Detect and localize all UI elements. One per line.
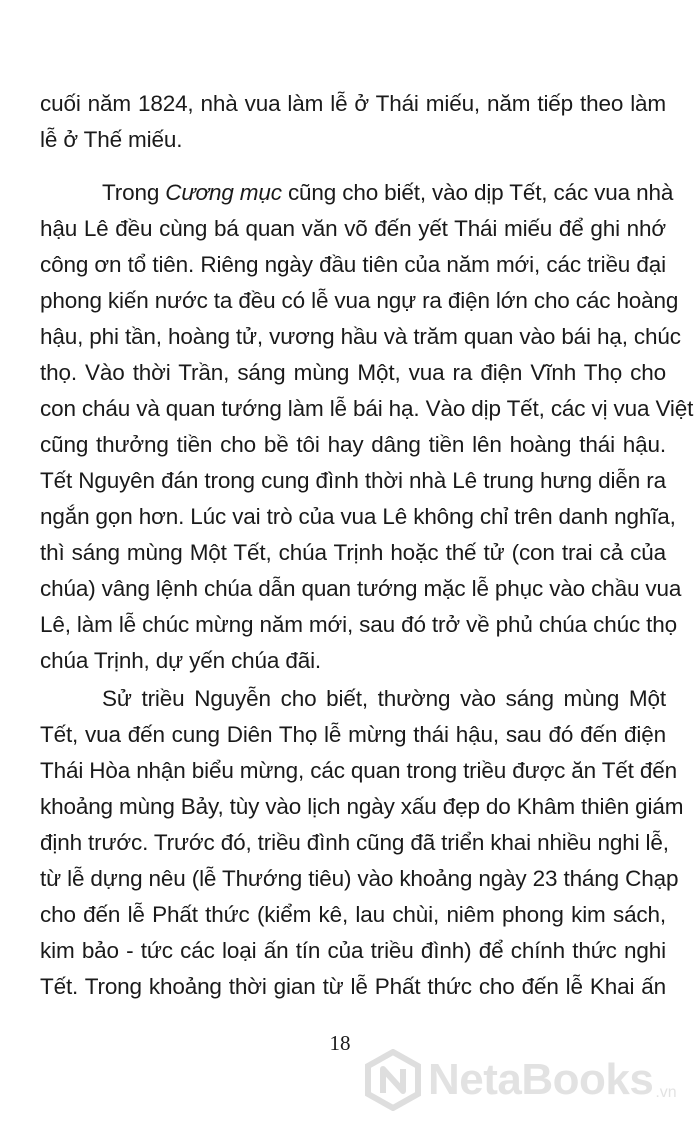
page-number: 18 <box>329 1031 351 1055</box>
book-title-cuong-muc: Cương mục <box>165 180 282 205</box>
text-line-16: chúa Trịnh, dự yến chúa đãi. <box>40 648 322 673</box>
para-lead-tail: cũng cho biết, vào dịp Tết, các vua nhà <box>281 180 674 205</box>
text-line-7: hậu, phi tần, hoàng tử, vương hầu và trăm quan vào bái hạ, chúc <box>40 324 681 349</box>
text-line-1: cuối năm 1824, nhà vua làm lễ ở Thái miếu, năm tiếp theo làm <box>40 91 666 116</box>
text-line-4: hậu Lê đều cùng bá quan văn võ đến yết Thái miếu để ghi nhớ <box>40 216 666 241</box>
text-line-8: thọ. Vào thời Trần, sáng mùng Một, vua ra điện Vĩnh Thọ cho <box>40 360 666 385</box>
text-line-17: Sử triều Nguyễn cho biết, thường vào sáng mùng Một <box>102 686 666 711</box>
watermark-tld: .vn <box>655 1084 677 1101</box>
text-line-5: công ơn tổ tiên. Riêng ngày đầu tiên của năm mới, các triều đại <box>40 252 666 277</box>
text-line-10: cũng thưởng tiền cho bề tôi hay dâng tiền lên hoàng thái hậu. <box>40 432 666 457</box>
text-line-13: thì sáng mùng Một Tết, chúa Trịnh hoặc thế tử (con trai cả của <box>40 540 666 565</box>
text-line-12: ngắn gọn hơn. Lúc vai trò của vua Lê không chỉ trên danh nghĩa, <box>40 504 676 529</box>
watermark-brand: NetaBooks <box>428 1055 654 1104</box>
text-line-15: Lê, làm lễ chúc mừng năm mới, sau đó trở về phủ chúa chúc thọ <box>40 612 677 637</box>
text-line-18: Tết, vua đến cung Diên Thọ lễ mừng thái hậu, sau đó đến điện <box>40 722 666 747</box>
text-line-3 <box>102 173 674 213</box>
text-line-21: định trước. Trước đó, triều đình cũng đã triển khai nhiều nghi lễ, <box>40 830 669 855</box>
netabooks-watermark <box>364 1040 694 1120</box>
text-line-24: kim bảo - tức các loại ấn tín của triều đình) để chính thức nghi <box>40 938 666 963</box>
text-line-23: cho đến lễ Phất thức (kiểm kê, lau chùi, niêm phong kim sách, <box>40 902 666 927</box>
text-line-9: con cháu và quan tướng làm lễ bái hạ. Vào dịp Tết, các vị vua Việt <box>40 396 694 421</box>
netabooks-logo-icon <box>364 1049 422 1111</box>
text-line-19: Thái Hòa nhận biểu mừng, các quan trong triều được ăn Tết đến <box>40 758 677 783</box>
para-lead: Trong <box>102 180 166 205</box>
text-line-6: phong kiến nước ta đều có lễ vua ngự ra điện lớn cho các hoàng <box>40 288 679 313</box>
text-line-2: lễ ở Thế miếu. <box>40 127 183 152</box>
text-line-11: Tết Nguyên đán trong cung đình thời nhà Lê trung hưng diễn ra <box>40 468 666 493</box>
text-line-22: từ lễ dựng nêu (lễ Thướng tiêu) vào khoảng ngày 23 tháng Chạp <box>40 866 679 891</box>
text-line-25: Tết. Trong khoảng thời gian từ lễ Phất thức cho đến lễ Khai ấn <box>40 974 666 999</box>
text-line-14: chúa) vâng lệnh chúa dẫn quan tướng mặc lễ phục vào chầu vua <box>40 576 682 601</box>
text-line-20: khoảng mùng Bảy, tùy vào lịch ngày xấu đẹp do Khâm thiên giám <box>40 794 684 819</box>
